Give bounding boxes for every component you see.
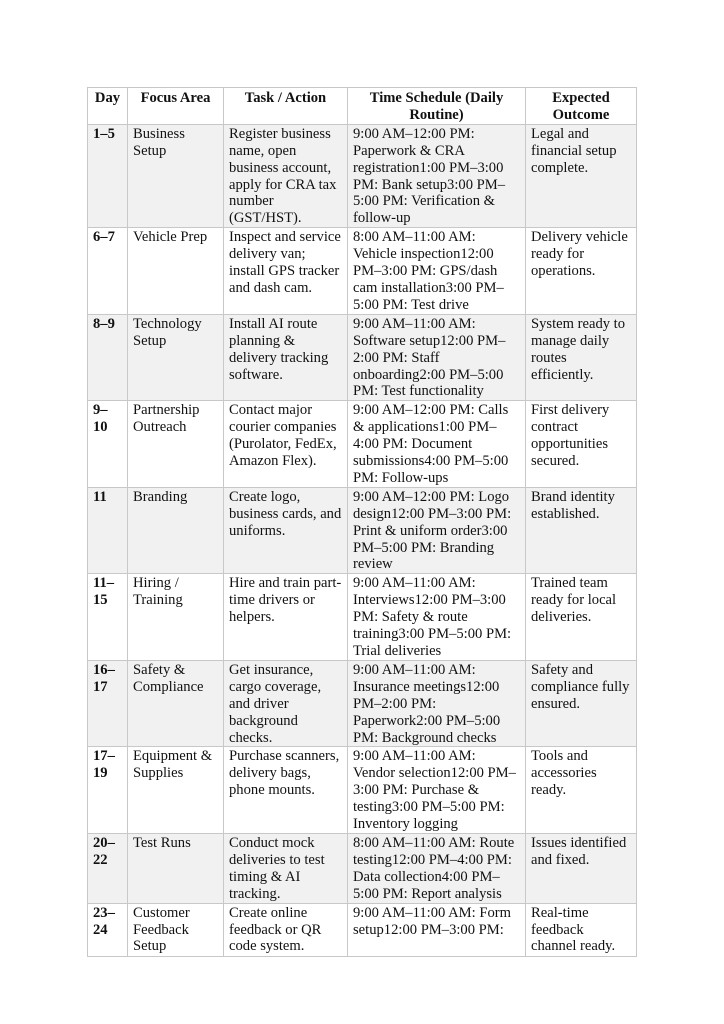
cell-schedule: 9:00 AM–12:00 PM: Logo design12:00 PM–3:00 PM: Print & uniform order3:00 PM–5:00 PM: Branding review xyxy=(348,487,526,574)
table-row xyxy=(88,401,637,488)
cell-focus-area: Vehicle Prep xyxy=(128,228,224,315)
table-row xyxy=(88,487,637,574)
header-expected-outcome: Expected Outcome xyxy=(526,88,637,125)
cell-day: 9–10 xyxy=(88,401,128,488)
table-row xyxy=(88,314,637,401)
cell-schedule: 8:00 AM–11:00 AM: Route testing12:00 PM–4:00 PM: Data collection4:00 PM–5:00 PM: Report analysis xyxy=(348,833,526,903)
cell-task: Inspect and service delivery van; install GPS tracker and dash cam. xyxy=(224,228,348,315)
cell-day: 20–22 xyxy=(88,833,128,903)
cell-outcome: Trained team ready for local deliveries. xyxy=(526,574,637,661)
cell-task: Create logo, business cards, and uniforms. xyxy=(224,487,348,574)
table-row xyxy=(88,574,637,661)
cell-focus-area: Branding xyxy=(128,487,224,574)
cell-schedule: 8:00 AM–11:00 AM: Vehicle inspection12:00 PM–3:00 PM: GPS/dash cam installation3:00 PM–5:00 PM: Test drive xyxy=(348,228,526,315)
cell-day: 17–19 xyxy=(88,747,128,834)
cell-focus-area: Safety & Compliance xyxy=(128,660,224,747)
cell-day: 1–5 xyxy=(88,124,128,227)
cell-outcome: Delivery vehicle ready for operations. xyxy=(526,228,637,315)
cell-task: Conduct mock deliveries to test timing & AI tracking. xyxy=(224,833,348,903)
table-header-row xyxy=(88,88,637,125)
cell-task: Create online feedback or QR code system. xyxy=(224,903,348,956)
cell-focus-area: Partnership Outreach xyxy=(128,401,224,488)
cell-schedule: 9:00 AM–12:00 PM: Paperwork & CRA registration1:00 PM–3:00 PM: Bank setup3:00 PM–5:00 PM: Verification & follow-up xyxy=(348,124,526,227)
cell-focus-area: Customer Feedback Setup xyxy=(128,903,224,956)
cell-outcome: Tools and accessories ready. xyxy=(526,747,637,834)
table-row xyxy=(88,124,637,227)
cell-day: 11 xyxy=(88,487,128,574)
cell-task: Get insurance, cargo coverage, and driver background checks. xyxy=(224,660,348,747)
cell-task: Install AI route planning & delivery tracking software. xyxy=(224,314,348,401)
header-task-action: Task / Action xyxy=(224,88,348,125)
cell-task: Purchase scanners, delivery bags, phone mounts. xyxy=(224,747,348,834)
table-row xyxy=(88,228,637,315)
table-row xyxy=(88,747,637,834)
cell-task: Hire and train part-time drivers or helpers. xyxy=(224,574,348,661)
cell-focus-area: Test Runs xyxy=(128,833,224,903)
cell-outcome: System ready to manage daily routes efficiently. xyxy=(526,314,637,401)
cell-outcome: First delivery contract opportunities secured. xyxy=(526,401,637,488)
cell-task: Register business name, open business account, apply for CRA tax number (GST/HST). xyxy=(224,124,348,227)
cell-outcome: Real-time feedback channel ready. xyxy=(526,903,637,956)
cell-focus-area: Hiring / Training xyxy=(128,574,224,661)
header-focus-area: Focus Area xyxy=(128,88,224,125)
cell-day: 16–17 xyxy=(88,660,128,747)
cell-task: Contact major courier companies (Purolator, FedEx, Amazon Flex). xyxy=(224,401,348,488)
cell-outcome: Issues identified and fixed. xyxy=(526,833,637,903)
startup-plan-table xyxy=(87,87,637,957)
cell-outcome: Legal and financial setup complete. xyxy=(526,124,637,227)
cell-focus-area: Technology Setup xyxy=(128,314,224,401)
cell-schedule: 9:00 AM–11:00 AM: Insurance meetings12:00 PM–2:00 PM: Paperwork2:00 PM–5:00 PM: Background checks xyxy=(348,660,526,747)
table-row xyxy=(88,833,637,903)
cell-day: 6–7 xyxy=(88,228,128,315)
table-row xyxy=(88,660,637,747)
header-day: Day xyxy=(88,88,128,125)
cell-outcome: Safety and compliance fully ensured. xyxy=(526,660,637,747)
cell-schedule: 9:00 AM–11:00 AM: Vendor selection12:00 PM–3:00 PM: Purchase & testing3:00 PM–5:00 PM: Inventory logging xyxy=(348,747,526,834)
cell-schedule: 9:00 AM–11:00 AM: Software setup12:00 PM–2:00 PM: Staff onboarding2:00 PM–5:00 PM: Test functionality xyxy=(348,314,526,401)
header-time-schedule: Time Schedule (Daily Routine) xyxy=(348,88,526,125)
table-row xyxy=(88,903,637,956)
cell-outcome: Brand identity established. xyxy=(526,487,637,574)
cell-day: 11–15 xyxy=(88,574,128,661)
cell-day: 23–24 xyxy=(88,903,128,956)
cell-focus-area: Equipment & Supplies xyxy=(128,747,224,834)
cell-schedule: 9:00 AM–11:00 AM: Interviews12:00 PM–3:00 PM: Safety & route training3:00 PM–5:00 PM: Trial deliveries xyxy=(348,574,526,661)
cell-schedule: 9:00 AM–12:00 PM: Calls & applications1:00 PM–4:00 PM: Document submissions4:00 PM–5:00 PM: Follow-ups xyxy=(348,401,526,488)
cell-day: 8–9 xyxy=(88,314,128,401)
cell-schedule: 9:00 AM–11:00 AM: Form setup12:00 PM–3:00 PM: xyxy=(348,903,526,956)
cell-focus-area: Business Setup xyxy=(128,124,224,227)
